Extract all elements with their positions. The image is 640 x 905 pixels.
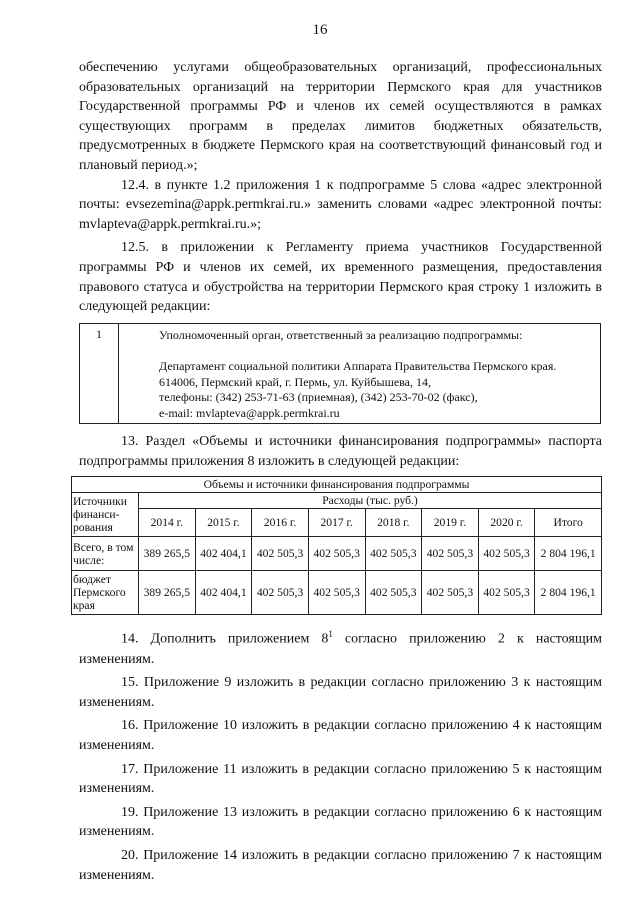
total-header: Итого (535, 509, 602, 537)
authority-line: 614006, Пермский край, г. Пермь, ул. Куйбышева, 14, (159, 374, 431, 389)
finance-table (71, 476, 602, 615)
page-number: 16 (312, 22, 328, 38)
paragraph-15: 15. Приложение 9 изложить в редакции согласно приложению 3 к настоящим изменениям. (79, 675, 602, 710)
paragraph-12-5: 12.5. в приложении к Регламенту приема участников Государственной программы РФ и членов их семей, их временного размещения, предоставления правового статуса и обустройства на территории Пермского края строку 1 изложить в следующей редакции: (79, 240, 602, 315)
authority-line: e-mail: mvlapteva@appk.permkrai.ru (159, 405, 340, 420)
table-cell: 402 505,3 (422, 571, 479, 615)
paragraph-16: 16. Приложение 10 изложить в редакции согласно приложению 4 к настоящим изменениям. (79, 718, 602, 754)
paragraph-14-text-end: согласно приложению 2 к настоящим изменениям. (79, 632, 602, 667)
table-cell: 402 505,3 (478, 571, 535, 615)
table-cell: 402 505,3 (252, 537, 309, 571)
table-cell: 389 265,5 (139, 537, 196, 571)
superscript: 1 (328, 629, 333, 640)
year-header: 2014 г. (139, 509, 196, 537)
source-header: Источники финанси-рования (72, 493, 139, 537)
authority-line: Департамент социальной политики Аппарата Правительства Пермского края. (159, 359, 557, 374)
table-row-1-replacement (79, 323, 601, 425)
year-header: 2017 г. (308, 509, 365, 537)
paragraph-20: 20. Приложение 14 изложить в редакции согласно приложению 7 к настоящим изменениям. (79, 848, 602, 883)
document-body (73, 58, 602, 885)
authority-line: телефоны: (342) 253-71-63 (приемная), (342) 253-70-02 (факс), (159, 390, 478, 405)
year-header: 2019 г. (422, 509, 479, 537)
paragraph-12-4: 12.4. в пункте 1.2 приложения 1 к подпрограмме 5 слова «адрес электронной почты: evsezemina@appk.permkrai.ru.» заменить словами «адрес электронной почты: mvlapteva@appk.permkrai.ru.»; (79, 177, 602, 232)
table-row-number: 1 (80, 323, 119, 424)
paragraph-14 (79, 625, 602, 669)
table-cell: 402 404,1 (195, 537, 252, 571)
table-cell: 389 265,5 (139, 571, 196, 615)
paragraph-14-text: 14. Дополнить приложением 8 (121, 632, 329, 648)
year-header: 2018 г. (365, 509, 422, 537)
table-cell-authority (119, 323, 601, 424)
year-header: 2015 г. (195, 509, 252, 537)
row-label-total: Всего, в том числе: (72, 537, 139, 571)
table-cell: 402 404,1 (195, 571, 252, 615)
row-label-budget: бюджет Пермского края (72, 571, 139, 615)
table-cell: 402 505,3 (365, 537, 422, 571)
table-cell-total: 2 804 196,1 (535, 571, 602, 615)
paragraph-17: 17. Приложение 11 изложить в редакции согласно приложению 5 к настоящим изменениям. (79, 761, 602, 797)
paragraph-continuation: обеспечению услугами общеобразовательных организаций, профессиональных образовательных организаций на территории Пермского края для участников Государственной программы РФ и членов их семей осуществляются в рамках существующих программ в пределах лимитов бюджетных обязательств, предусмотренных в бюджете Пермского края на соответствующий финансовый год и плановый период.»; (79, 60, 602, 173)
table-cell: 402 505,3 (422, 537, 479, 571)
table-cell: 402 505,3 (308, 571, 365, 615)
table-cell-total: 2 804 196,1 (535, 537, 602, 571)
paragraph-13: 13. Раздел «Объемы и источники финансирования подпрограммы» паспорта подпрограммы приложения 8 изложить в следующей редакции: (79, 434, 602, 469)
table-cell: 402 505,3 (252, 571, 309, 615)
authority-heading: Уполномоченный орган, ответственный за реализацию подпрограммы: (159, 327, 523, 342)
table-cell: 402 505,3 (478, 537, 535, 571)
expenses-header: Расходы (тыс. руб.) (139, 493, 602, 509)
table-cell: 402 505,3 (365, 571, 422, 615)
year-header: 2020 г. (478, 509, 535, 537)
year-header: 2016 г. (252, 509, 309, 537)
paragraph-19: 19. Приложение 13 изложить в редакции согласно приложению 6 к настоящим изменениям. (79, 804, 602, 840)
table-cell: 402 505,3 (308, 537, 365, 571)
finance-table-title: Объемы и источники финансирования подпрограммы (72, 477, 602, 493)
